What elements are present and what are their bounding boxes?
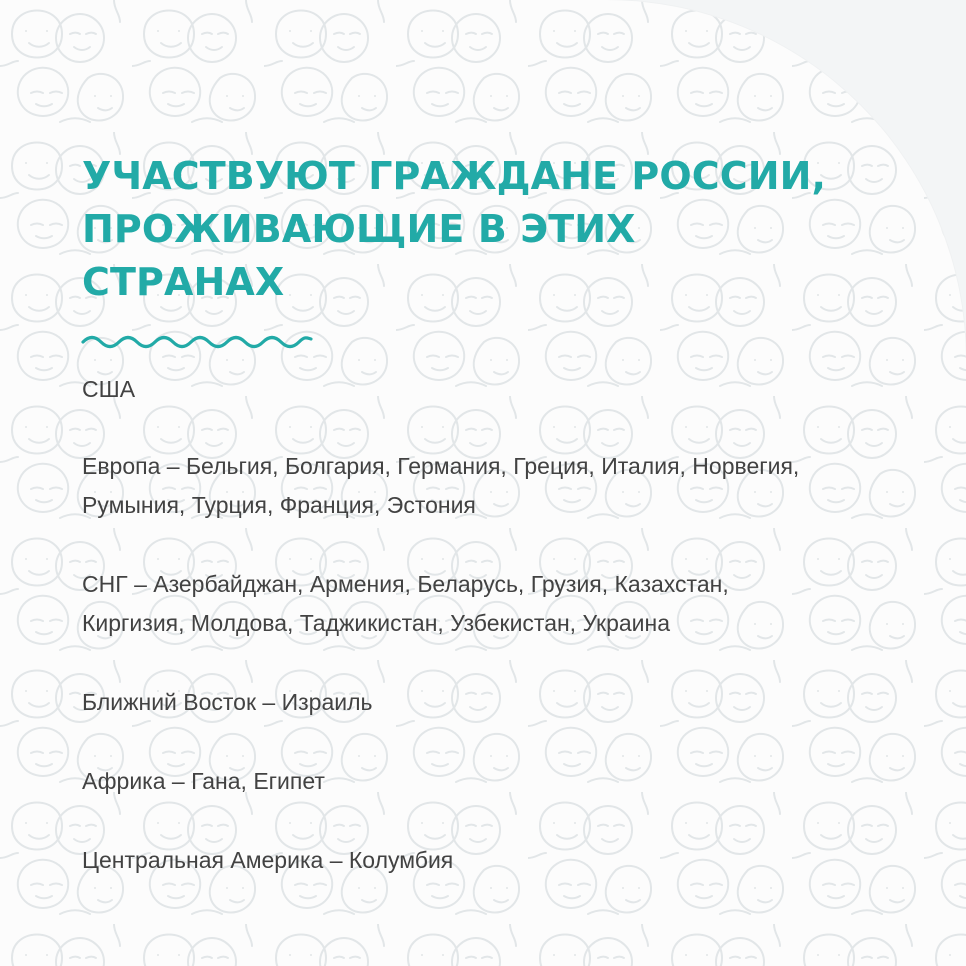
main-content bbox=[82, 150, 902, 880]
country-group-africa bbox=[82, 762, 902, 801]
page-title: УЧАСТВУЮТ ГРАЖДАНЕ РОССИИ, ПРОЖИВАЮЩИЕ В ЭТИХ СТРАНАХ bbox=[82, 154, 827, 304]
country-line: Киргизия, Молдова, Таджикистан, Узбекистан, Украина bbox=[82, 610, 671, 636]
country-line: Центральная Америка – Колумбия bbox=[82, 847, 454, 873]
country-line: Европа – Бельгия, Болгария, Германия, Греция, Италия, Норвегия, bbox=[82, 453, 800, 479]
country-line: Ближний Восток – Израиль bbox=[82, 689, 373, 715]
country-line: СНГ – Азербайджан, Армения, Беларусь, Грузия, Казахстан, bbox=[82, 571, 729, 597]
country-group-europe bbox=[82, 447, 902, 525]
country-group-central-america bbox=[82, 841, 902, 880]
country-line: Африка – Гана, Египет bbox=[82, 768, 325, 794]
country-group-cis bbox=[82, 565, 902, 643]
countries-list bbox=[82, 370, 902, 880]
decorative-wave-divider bbox=[81, 333, 313, 349]
country-group-usa bbox=[82, 370, 902, 409]
country-group-middle-east bbox=[82, 683, 902, 722]
country-line: США bbox=[82, 376, 136, 402]
country-line: Румыния, Турция, Франция, Эстония bbox=[82, 492, 476, 518]
